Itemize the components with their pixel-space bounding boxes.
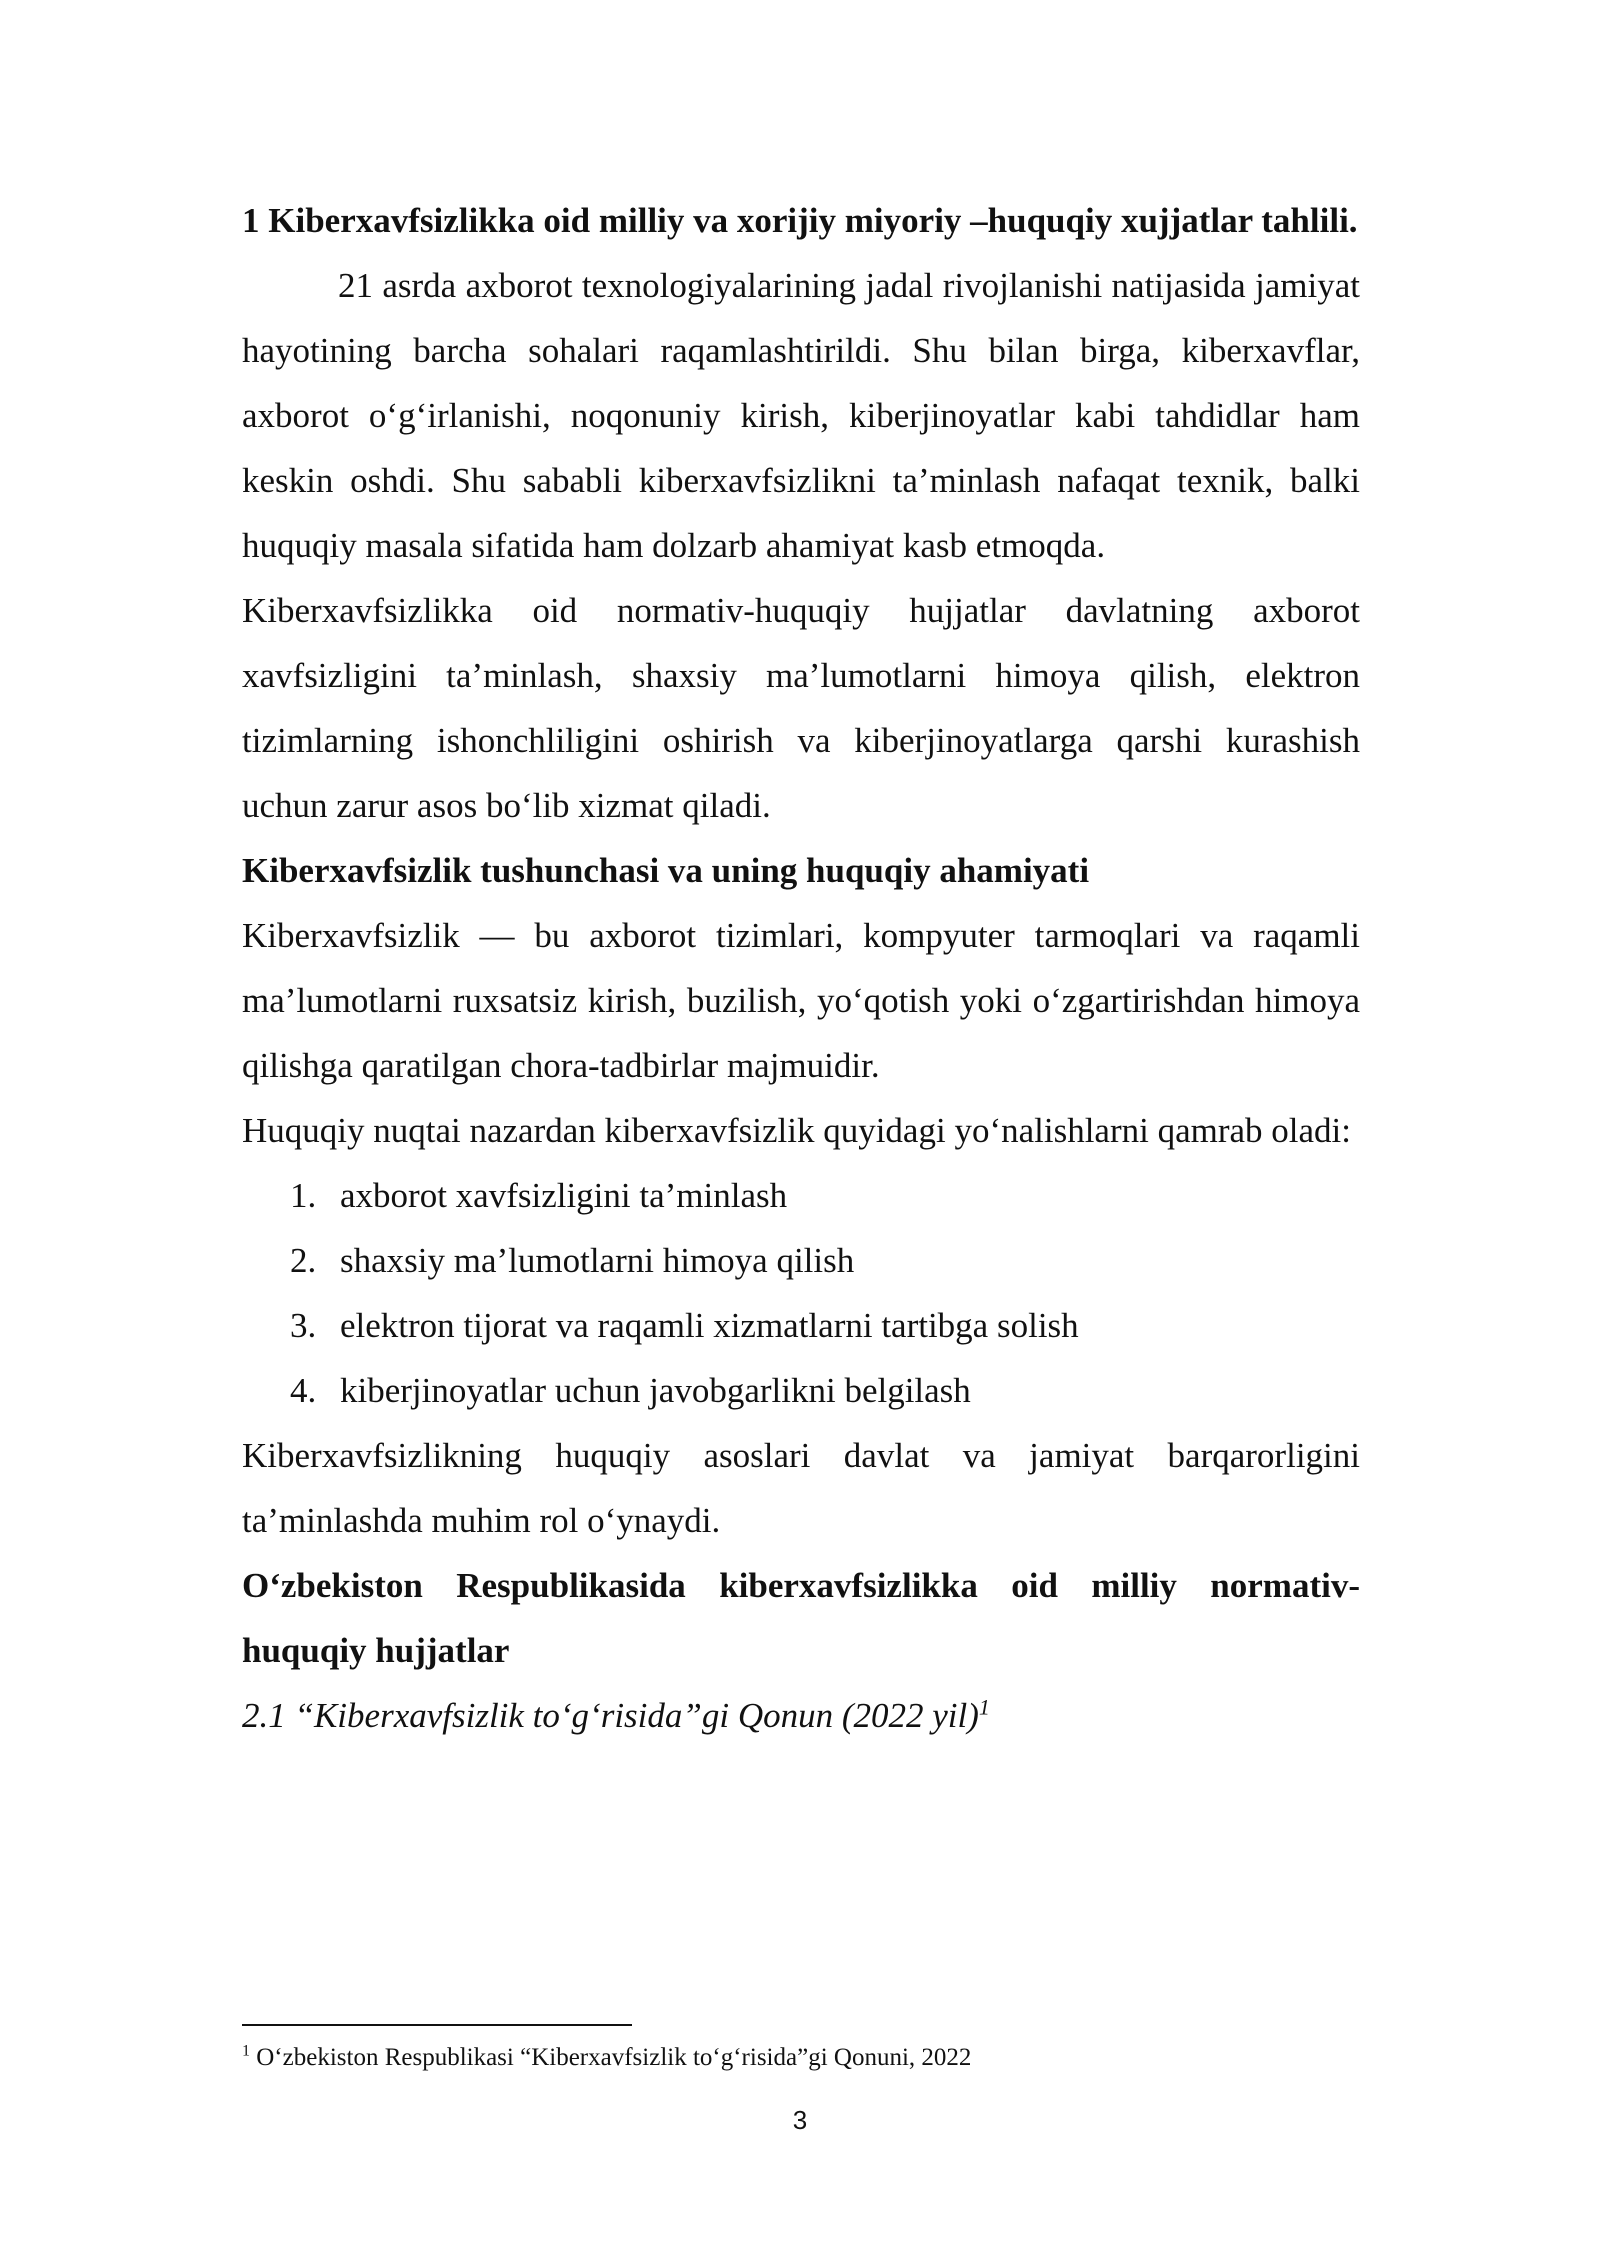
list-intro-paragraph: Huquqiy nuqtai nazardan kiberxavfsizlik quyidagi yo‘nalishlarni qamrab oladi: [242, 1111, 1351, 1150]
subsection-heading [242, 1683, 1360, 1748]
list-item [242, 1293, 1360, 1358]
list-item-number: 3. [290, 1306, 317, 1345]
list-item-number: 4. [290, 1371, 317, 1410]
footnote-marker: 1 [242, 2042, 250, 2060]
list-item-text: axborot xavfsizligini ta’minlash [340, 1176, 788, 1215]
list-item [242, 1163, 1360, 1228]
subsection-heading-text: 2.1 “Kiberxavfsizlik to‘g‘risida”gi Qonun (2022 yil) [242, 1696, 979, 1735]
footnote [242, 2040, 971, 2076]
intro-paragraph: 21 asrda axborot texnologiyalarining jadal rivojlanishi natijasida jamiyat hayotining barcha sohalari raqamlashtirildi. Shu bilan birga, kiberxavflar, axborot o‘g‘irlanishi, noqonuniy kirish, kiberjinoyatlar kabi tahdidlar ham keskin oshdi. Shu sababli kiberxavfsizlikni ta’minlash nafaqat texnik, balki huquqiy masala sifatida ham dolzarb ahamiyat kasb etmoqda. [242, 266, 1360, 565]
list-item-text: shaxsiy ma’lumotlarni himoya qilish [340, 1241, 855, 1280]
list-item-text: elektron tijorat va raqamli xizmatlarni tartibga solish [340, 1306, 1079, 1345]
list-item [242, 1228, 1360, 1293]
footnote-reference[interactable]: 1 [978, 1694, 990, 1720]
subheading-national-documents: O‘zbekiston Respublikasida kiberxavfsizlikka oid milliy normativ-huquqiy hujjatlar [242, 1566, 1360, 1670]
document-body [242, 188, 1360, 1748]
subheading-concept: Kiberxavfsizlik tushunchasi va uning huquqiy ahamiyati [242, 851, 1090, 890]
list-item-text: kiberjinoyatlar uchun javobgarlikni belgilash [340, 1371, 971, 1410]
definition-paragraph: Kiberxavfsizlik — bu axborot tizimlari, kompyuter tarmoqlari va raqamli ma’lumotlarni ruxsatsiz kirish, buzilish, yo‘qotish yoki o‘zgartirishdan himoya qilishga qaratilgan chora-tadbirlar majmuidir. [242, 916, 1360, 1085]
page-number: 3 [792, 2105, 808, 2135]
section-heading: 1 Kiberxavfsizlikka oid milliy va xorijiy miyoriy –huquqiy xujjatlar tahlili. [242, 201, 1358, 240]
numbered-list [242, 1163, 1360, 1423]
list-item-number: 1. [290, 1176, 317, 1215]
body-paragraph: Kiberxavfsizlikka oid normativ-huquqiy hujjatlar davlatning axborot xavfsizligini ta’minlash, shaxsiy ma’lumotlarni himoya qilish, elektron tizimlarning ishonchliligini oshirish va kiberjinoyatlarga qarshi kurashish uchun zarur asos bo‘lib xizmat qiladi. [242, 591, 1360, 825]
list-item [242, 1358, 1360, 1423]
list-conclusion-paragraph: Kiberxavfsizlikning huquqiy asoslari davlat va jamiyat barqarorligini ta’minlashda muhim rol o‘ynaydi. [242, 1436, 1360, 1540]
footnote-text: O‘zbekiston Respublikasi “Kiberxavfsizlik to‘g‘risida”gi Qonuni, 2022 [256, 2044, 972, 2071]
list-item-number: 2. [290, 1241, 317, 1280]
footnote-separator [242, 2024, 632, 2026]
